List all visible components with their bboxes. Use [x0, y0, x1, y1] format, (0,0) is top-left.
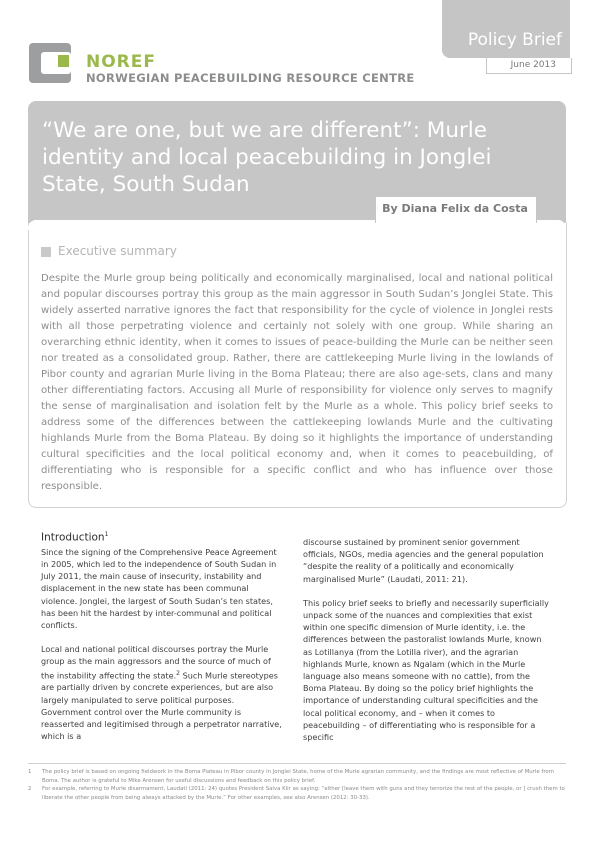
paragraph-3: discourse sustained by prominent senior government officials, NGOs, media agencies and the general population “despite the reality of a politically and economically marginalised Murle” (Laudati, 2011: 21). [303, 537, 544, 584]
introduction-heading-text: Introduction [41, 531, 105, 544]
document-type-label: Policy Brief [467, 30, 562, 50]
footnotes [28, 768, 568, 802]
paragraph-4: This policy brief seeks to briefly and necessarily superficially unpack some of the nuances and complexities that exist within one specific dimension of Murle identity, i.e. the differences between the pastoralist lowlands Murle, known as Lotillanya (from the Lotilla river), and the agrarian highlands Murle, known as Ngalam (which in the Murle language also means someone with no cattle), from the Boma Plateau. By doing so the policy brief highlights the importance of understanding cultural specificities and the local political economy, and – when it comes to peacebuilding – of differentiating who is responsible for a specific [303, 597, 549, 743]
footnote-divider [28, 763, 566, 764]
noref-logo-icon [29, 43, 71, 83]
paragraph-2-part-b: Such Murle stereotypes are partially driven by concrete experiences, but are also largely manipulated to serve political purposes. Government control over the Murle community is reasserted and legitimised through a perpetrator narrative, which is a [41, 670, 282, 742]
footnote-ref-1: 1 [104, 531, 109, 538]
square-bullet-icon [41, 247, 51, 257]
publication-date: June 2013 [510, 60, 556, 70]
logo-subtitle: NORWEGIAN PEACEBUILDING RESOURCE CENTRE [86, 71, 415, 85]
executive-summary-text: Despite the Murle group being politically and economically marginalised, local and national political and popular discourses portray this group as the main aggressor in South Sudan’s Jonglei State. This widely asserted narrative ignores the fact that responsibility for the cycle of violence in Jonglei rests with all those perpetrating violence and certainly not solely with one group. While sharing an overarching ethnic identity, when it comes to issues of peace-building the Murle can be neither seen nor treated as a consolidated group. Rather, there are cattlekeeping Murle living in the lowlands of Pibor county and agrarian Murle living in the Boma Plateau; there are also age-sets, clans and many other differentiating factors. Accusing all Murle of responsibility for violence only serves to magnify the sense of marginalisation and isolation felt by the Murle as a whole. This policy brief seeks to address some of the differences between the cattlekeeping lowlands Murle and the cultivating highlands Murle from the Boma Plateau. By doing so it highlights the importance of understanding cultural specificities and the local political economy and, when it comes to peacebuilding, of differentiating who is responsible for a specific conflict and who has influence over those responsible. [41, 273, 553, 492]
introduction-heading [41, 529, 285, 544]
footnote-number: 2 [28, 786, 32, 793]
footnote-number: 1 [28, 769, 32, 775]
author-byline: By Diana Felix da Costa [382, 202, 528, 215]
right-column [303, 536, 553, 755]
footnote-text: For example, referring to Murle disarmament, Laudati (2011: 24) quotes President Salva Kiir as saying: “either [leave them with guns and they terrorize the rest of the people, or ] crush them to liberate the other people from being always attacked by the Murle.” For other examples, see also Arensen (2012: 30-33). [42, 786, 565, 801]
document-title: “We are one, but we are different”: Murle identity and local peacebuilding in Jonglei State, South Sudan [42, 118, 492, 197]
footnote-text: The policy brief is based on ongoing fieldwork in the Boma Plateau in Pibor county in Jonglei State, home of the Murle agrarian community, and the findings are most reflective of Murle from Boma. The author is grateful to Mike Arensen for useful discussions and feedback on this policy brief. [42, 769, 554, 784]
left-column [41, 529, 285, 754]
paragraph-2-part-a: Local and national political discourses portray the Murle group as the main aggressors and the source of much of the instability affecting the state. [41, 644, 271, 681]
paragraph-2 [41, 643, 285, 742]
footnote [28, 785, 568, 802]
footnote [28, 768, 568, 785]
executive-summary-heading: Executive summary [58, 244, 177, 258]
paragraph-1: Since the signing of the Comprehensive Peace Agreement in 2005, which led to the independence of South Sudan in July 2011, the main cause of insecurity, instability and displacement in the new state has been communal violence. Jonglei, the largest of South Sudan’s ten states, has been hit the hardest by inter-communal and political conflicts. [41, 546, 277, 630]
footnote-ref-2: 2 [176, 669, 180, 677]
logo-name: NOREF [86, 52, 156, 72]
